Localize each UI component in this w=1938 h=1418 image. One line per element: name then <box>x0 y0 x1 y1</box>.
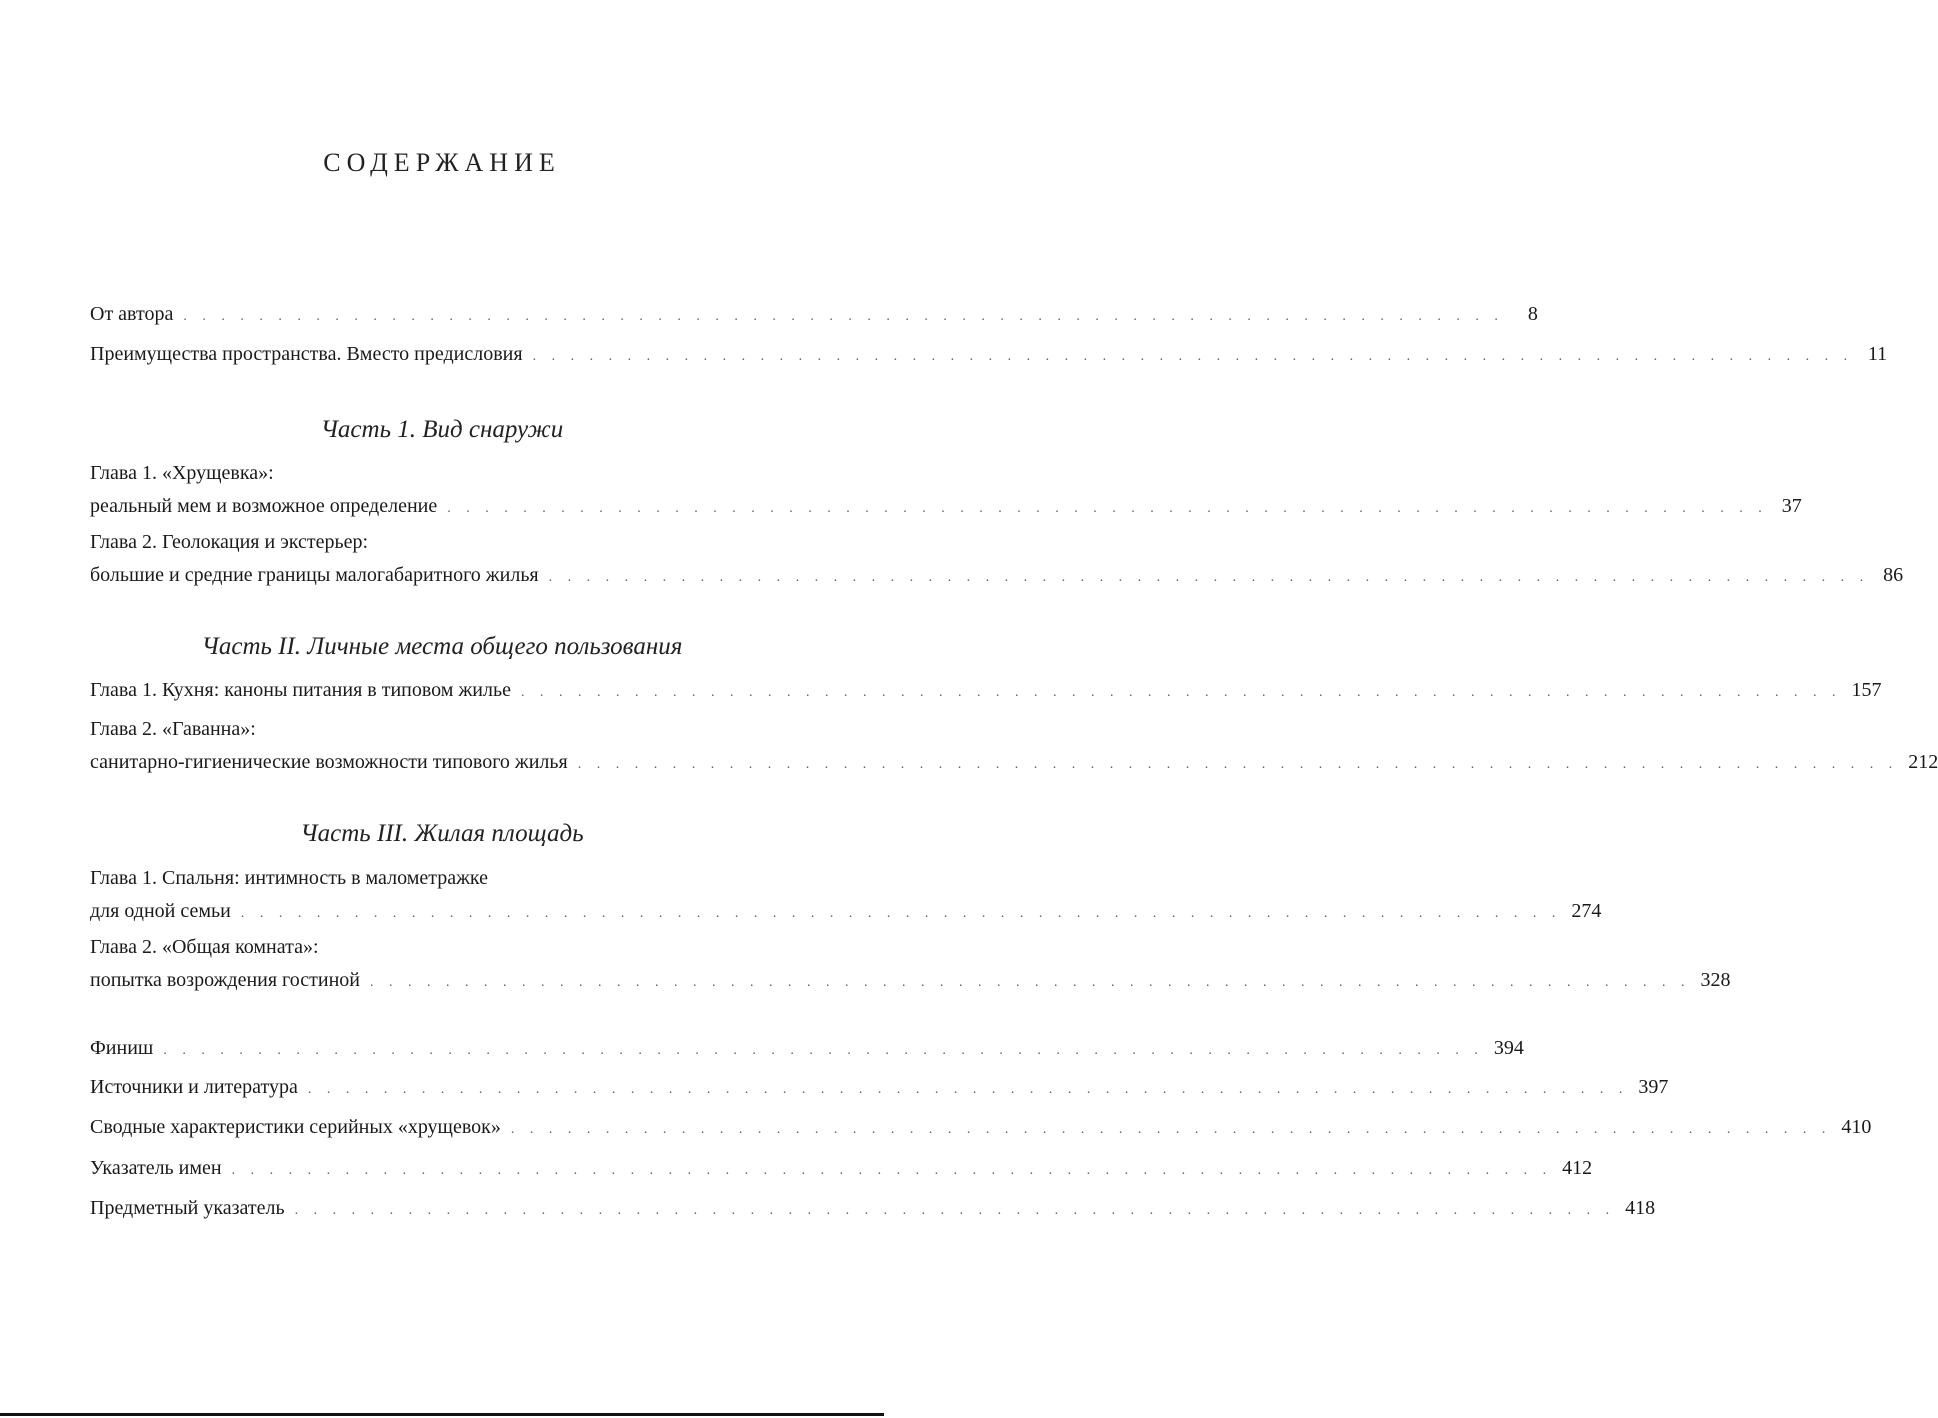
toc-entry-part2-ch2[interactable] <box>90 713 1938 781</box>
toc-entry-title-line2: для одной семьи <box>90 900 231 922</box>
toc-entry-page: 86 <box>1883 564 1904 586</box>
toc-entry-page: 418 <box>1625 1197 1656 1219</box>
dot-leader: . . . . . . . . . . . . . . . . . . . . . . . . . . . . . . . . . . . . . . . . . . . . . . . . . . . . . . . . . . . . . . . . . . . . . . <box>163 1043 1484 1058</box>
toc-entry-title-line1: Глава 2. «Гаванна»: <box>90 718 256 740</box>
dot-leader: . . . . . . . . . . . . . . . . . . . . . . . . . . . . . . . . . . . . . . . . . . . . . . . . . . . . . . . . . . . . . . . . . . . . . . <box>548 570 1870 585</box>
toc-entry-part2-ch1[interactable] <box>90 674 1882 709</box>
toc-entry-page: 394 <box>1493 1037 1524 1059</box>
toc-entry-part1-ch2[interactable] <box>90 526 1904 594</box>
part-heading-1: Часть 1. Вид снаружи <box>320 416 564 443</box>
dot-leader: . . . . . . . . . . . . . . . . . . . . . . . . . . . . . . . . . . . . . . . . . . . . . . . . . . . . . . . . . . . . . . . . . . . . . . <box>520 685 1842 700</box>
toc-entry-title-line2: большие и средние границы малогабаритного жилья <box>90 564 539 586</box>
bottom-rule <box>0 1413 884 1416</box>
dot-leader: . . . . . . . . . . . . . . . . . . . . . . . . . . . . . . . . . . . . . . . . . . . . . . . . . . . . . . . . . . . . . . . . . . . . . . <box>577 757 1899 772</box>
toc-entry-title: Сводные характеристики серийных «хрущевок» <box>90 1116 501 1138</box>
toc-entry-title: Указатель имен <box>90 1157 222 1179</box>
toc-entry-subject-index[interactable] <box>90 1192 1656 1227</box>
toc-entry-page: 274 <box>1571 900 1602 922</box>
toc-entry-finish[interactable] <box>90 1032 1524 1067</box>
toc-entry-page: 412 <box>1562 1157 1593 1179</box>
dot-leader: . . . . . . . . . . . . . . . . . . . . . . . . . . . . . . . . . . . . . . . . . . . . . . . . . . . . . . . . . . . . . . . . . . . . . . <box>183 309 1504 324</box>
toc-entry-preface[interactable] <box>90 338 1888 373</box>
dot-leader: . . . . . . . . . . . . . . . . . . . . . . . . . . . . . . . . . . . . . . . . . . . . . . . . . . . . . . . . . . . . . . . . . . . . . . <box>532 349 1854 364</box>
toc-entry-characteristics[interactable] <box>90 1111 1872 1146</box>
toc-entry-page: 410 <box>1841 1116 1872 1138</box>
toc-entry-part1-ch1[interactable] <box>90 457 1802 525</box>
toc-entry-title: Источники и литература <box>90 1076 298 1098</box>
toc-entry-title-line1: Глава 2. «Общая комната»: <box>90 936 319 958</box>
toc-entry-part3-ch1[interactable] <box>90 862 1602 930</box>
toc-entry-page: 328 <box>1700 969 1731 991</box>
toc-entry-page: 8 <box>1527 303 1538 325</box>
toc-entry-page: 11 <box>1867 343 1888 365</box>
toc-entry-title: От автора <box>90 303 174 325</box>
dot-leader: . . . . . . . . . . . . . . . . . . . . . . . . . . . . . . . . . . . . . . . . . . . . . . . . . . . . . . . . . . . . . . . . . . . . . . <box>447 501 1768 516</box>
toc-entry-title: Глава 1. Кухня: каноны питания в типовом жилье <box>90 679 511 701</box>
part-heading-2: Часть II. Личные места общего пользования <box>201 633 683 660</box>
toc-entry-title-line2: попытка возрождения гостиной <box>90 969 360 991</box>
toc-entry-page: 157 <box>1851 679 1882 701</box>
dot-leader: . . . . . . . . . . . . . . . . . . . . . . . . . . . . . . . . . . . . . . . . . . . . . . . . . . . . . . . . . . . . . . . . . . . . . . <box>307 1082 1629 1097</box>
page-title: СОДЕРЖАНИЕ <box>323 148 561 177</box>
toc-entry-page: 397 <box>1638 1076 1669 1098</box>
toc-entry-title-line2: санитарно-гигиенические возможности типового жилья <box>90 751 568 773</box>
toc-entry-part3-ch2[interactable] <box>90 931 1731 999</box>
toc-entry-title: Предметный указатель <box>90 1197 285 1219</box>
dot-leader: . . . . . . . . . . . . . . . . . . . . . . . . . . . . . . . . . . . . . . . . . . . . . . . . . . . . . . . . . . . . . . . . . . . . . . <box>240 906 1562 921</box>
dot-leader: . . . . . . . . . . . . . . . . . . . . . . . . . . . . . . . . . . . . . . . . . . . . . . . . . . . . . . . . . . . . . . . . . . . . . . <box>231 1163 1553 1178</box>
toc-entry-title-line1: Глава 2. Геолокация и экстерьер: <box>90 531 369 553</box>
toc-entry-name-index[interactable] <box>90 1152 1593 1187</box>
toc-entry-title: Финиш <box>90 1037 154 1059</box>
toc-entry-title-line1: Глава 1. «Хрущевка»: <box>90 462 274 484</box>
toc-entry-title: Преимущества пространства. Вместо предисловия <box>90 343 523 365</box>
toc-entry-from-author[interactable] <box>90 298 1538 333</box>
toc-entry-title-line1: Глава 1. Спальня: интимность в малометражке <box>90 867 488 889</box>
dot-leader: . . . . . . . . . . . . . . . . . . . . . . . . . . . . . . . . . . . . . . . . . . . . . . . . . . . . . . . . . . . . . . . . . . . . . . <box>370 975 1691 990</box>
dot-leader: . . . . . . . . . . . . . . . . . . . . . . . . . . . . . . . . . . . . . . . . . . . . . . . . . . . . . . . . . . . . . . . . . . . . . . <box>294 1203 1616 1218</box>
toc-entry-page: 212 <box>1908 751 1938 773</box>
dot-leader: . . . . . . . . . . . . . . . . . . . . . . . . . . . . . . . . . . . . . . . . . . . . . . . . . . . . . . . . . . . . . . . . . . . . . . <box>510 1122 1832 1137</box>
part-heading-3: Часть III. Жилая площадь <box>300 820 584 847</box>
toc-entry-title-line2: реальный мем и возможное определение <box>90 495 438 517</box>
toc-entry-sources[interactable] <box>90 1071 1669 1106</box>
toc-entry-page: 37 <box>1781 495 1802 517</box>
